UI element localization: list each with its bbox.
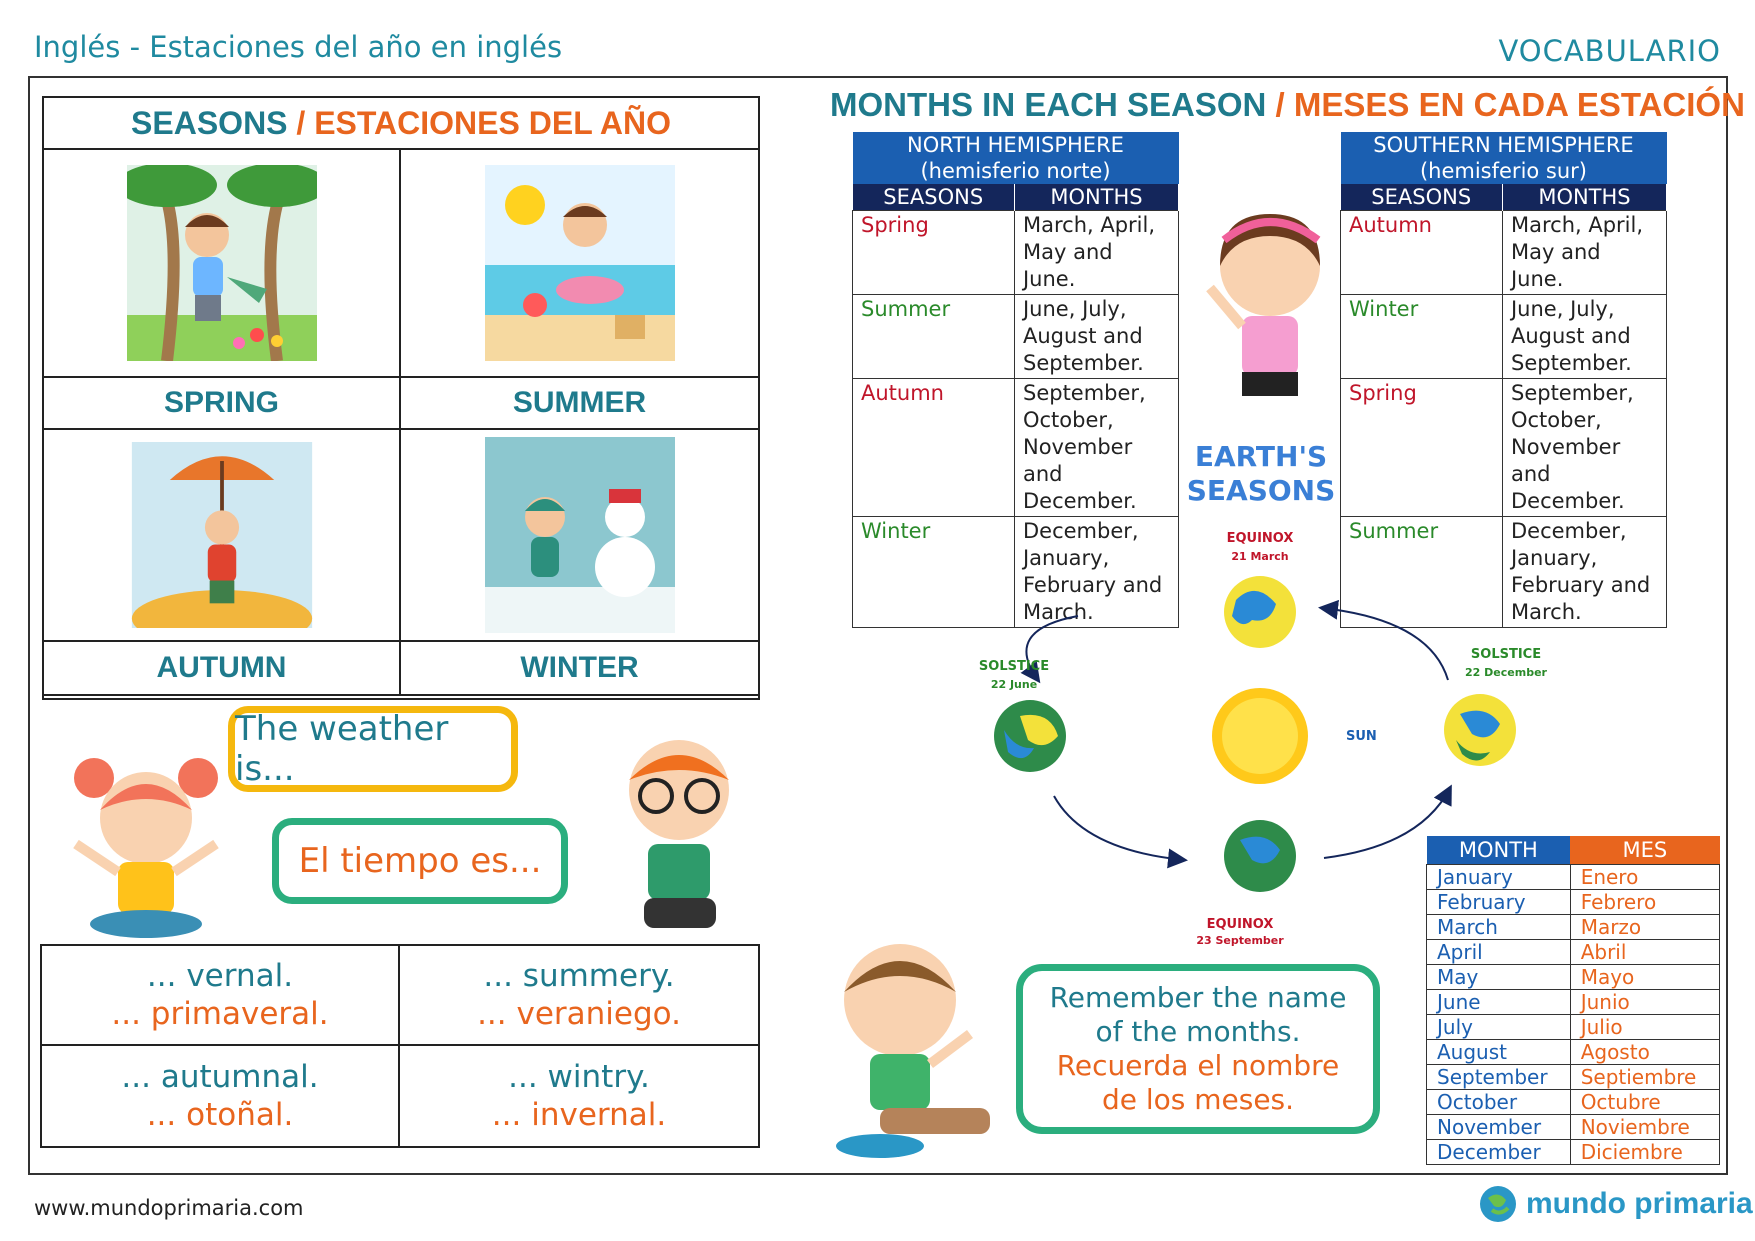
months-title-en: MONTHS IN EACH SEASON <box>830 86 1267 123</box>
season-label-summer: SUMMER <box>512 386 647 419</box>
table-row <box>1427 1040 1720 1065</box>
reminder-bubble <box>1016 964 1380 1134</box>
table-row: Winter June, July, August and September. <box>1341 295 1667 379</box>
month-en: April <box>1427 940 1571 965</box>
months-section-title <box>830 86 1745 124</box>
month-en: November <box>1427 1115 1571 1140</box>
adjective-cell-spring <box>42 946 400 1046</box>
table-row <box>1427 1015 1720 1040</box>
adjective-en: ... vernal. <box>146 958 294 994</box>
winter-label-cell <box>401 642 758 696</box>
summer-label-cell <box>401 378 758 430</box>
boy-with-glasses-icon <box>594 730 764 940</box>
category-label: VOCABULARIO <box>1498 34 1721 68</box>
winter-illustration <box>401 430 758 642</box>
months-title-sep: / <box>1275 86 1285 123</box>
seasons-title-sep: / <box>296 105 306 141</box>
page-title: Inglés - Estaciones del año en inglés <box>34 30 563 64</box>
table-row: Summer December, January, February and March. <box>1341 517 1667 628</box>
table-row <box>1427 940 1720 965</box>
month-es: Mayo <box>1570 965 1719 990</box>
month-es: Julio <box>1570 1015 1719 1040</box>
table-row <box>1427 1115 1720 1140</box>
adjective-cell-summer <box>400 946 758 1046</box>
month-es: Diciembre <box>1570 1140 1719 1165</box>
footer-url: www.mundoprimaria.com <box>34 1196 304 1220</box>
reminder-es-1: Recuerda el nombre <box>1056 1049 1340 1082</box>
solstice-left-date: 22 June <box>990 678 1038 691</box>
month-en: May <box>1427 965 1571 990</box>
month-en: January <box>1427 865 1571 890</box>
girl-illustration-icon <box>56 748 236 948</box>
globe-logo-icon <box>1478 1184 1518 1224</box>
table-row: Autumn March, April, May and June. <box>1341 211 1667 295</box>
month-es: Junio <box>1570 990 1719 1015</box>
month-en: October <box>1427 1090 1571 1115</box>
south-col-months: MONTHS <box>1502 184 1666 211</box>
speech-en: The weather is... <box>235 709 449 789</box>
equinox-bottom-date: 23 September <box>1196 934 1284 947</box>
reminder-en-2: of the months. <box>1095 1015 1301 1048</box>
seasons-title-es: ESTACIONES DEL AÑO <box>314 105 671 141</box>
month-col-en: MONTH <box>1427 836 1571 865</box>
table-row: Spring March, April, May and June. <box>853 211 1179 295</box>
autumn-illustration <box>44 430 401 642</box>
speech-bubble-en <box>228 706 518 792</box>
earth-icon-bottom <box>1224 820 1296 892</box>
table-row: Spring September, October, November and December. <box>1341 379 1667 517</box>
table-row <box>1427 890 1720 915</box>
autumn-scene-icon <box>122 442 322 628</box>
equinox-top-date: 21 March <box>1231 550 1289 563</box>
month-en: July <box>1427 1015 1571 1040</box>
spring-scene-icon <box>127 165 317 361</box>
north-col-seasons: SEASONS <box>853 184 1015 211</box>
month-en: September <box>1427 1065 1571 1090</box>
autumn-label-cell <box>44 642 401 696</box>
jumping-girl-icon <box>1196 196 1342 436</box>
solstice-left-label: SOLSTICE <box>978 659 1050 674</box>
sitting-boy-icon <box>820 930 1010 1166</box>
month-es: Octubre <box>1570 1090 1719 1115</box>
month-en: March <box>1427 915 1571 940</box>
solstice-right-label: SOLSTICE <box>1470 647 1542 662</box>
table-row <box>1427 915 1720 940</box>
seasons-grid <box>42 96 760 700</box>
adjective-en: ... wintry. <box>508 1059 650 1095</box>
table-row <box>1427 865 1720 890</box>
spring-illustration <box>44 150 401 378</box>
sun-label: SUN <box>1346 729 1377 744</box>
season-label-spring: SPRING <box>163 386 280 419</box>
adjectives-table <box>40 944 760 1148</box>
month-es: Marzo <box>1570 915 1719 940</box>
brand-name: mundo primaria <box>1526 1187 1753 1220</box>
earth-seasons-label: EARTH'S SEASONS <box>1186 440 1336 507</box>
month-en: February <box>1427 890 1571 915</box>
earth-icon-left <box>994 700 1066 772</box>
table-row <box>1427 1090 1720 1115</box>
speech-bubble-es <box>272 818 568 904</box>
table-row <box>1427 1140 1720 1165</box>
spring-label-cell <box>44 378 401 430</box>
equinox-top-label: EQUINOX <box>1226 531 1294 546</box>
north-title: NORTH HEMISPHERE (hemisferio norte) <box>853 132 1179 184</box>
table-row: Summer June, July, August and September. <box>853 295 1179 379</box>
speech-es: El tiempo es... <box>298 841 542 881</box>
south-title: SOUTHERN HEMISPHERE (hemisferio sur) <box>1341 132 1667 184</box>
month-en: December <box>1427 1140 1571 1165</box>
season-label-autumn: AUTUMN <box>156 651 287 684</box>
months-title-es: MESES EN CADA ESTACIÓN <box>1293 86 1745 123</box>
table-row: Autumn September, October, November and December. <box>853 379 1179 517</box>
adjective-cell-autumn <box>42 1046 400 1146</box>
adjective-es: ... veraniego. <box>477 996 681 1032</box>
month-en: August <box>1427 1040 1571 1065</box>
adjective-cell-winter <box>400 1046 758 1146</box>
table-row <box>1427 965 1720 990</box>
earth-icon-right <box>1444 694 1516 766</box>
adjective-es: ... primaveral. <box>111 996 329 1032</box>
brand-logo <box>1478 1184 1753 1224</box>
season-label-winter: WINTER <box>520 651 639 684</box>
summer-scene-icon <box>485 165 675 361</box>
reminder-en-1: Remember the name <box>1049 981 1347 1014</box>
winter-scene-icon <box>485 437 675 633</box>
equinox-bottom-label: EQUINOX <box>1206 917 1274 932</box>
month-es: Noviembre <box>1570 1115 1719 1140</box>
seasons-title <box>44 98 758 150</box>
month-es: Febrero <box>1570 890 1719 915</box>
month-col-es: MES <box>1570 836 1719 865</box>
adjective-en: ... summery. <box>483 958 675 994</box>
reminder-es-2: de los meses. <box>1101 1083 1295 1116</box>
table-row <box>1427 990 1720 1015</box>
solstice-right-date: 22 December <box>1465 666 1547 679</box>
month-es: Septiembre <box>1570 1065 1719 1090</box>
month-es: Enero <box>1570 865 1719 890</box>
summer-illustration <box>401 150 758 378</box>
month-es: Agosto <box>1570 1040 1719 1065</box>
sun-icon <box>1212 688 1308 784</box>
earth-icon-top <box>1224 576 1296 648</box>
table-row <box>1427 1065 1720 1090</box>
table-row: Winter December, January, February and March. <box>853 517 1179 628</box>
adjective-en: ... autumnal. <box>121 1059 319 1095</box>
south-col-seasons: SEASONS <box>1341 184 1503 211</box>
north-col-months: MONTHS <box>1014 184 1178 211</box>
adjective-es: ... invernal. <box>491 1097 667 1133</box>
month-es: Abril <box>1570 940 1719 965</box>
adjective-es: ... otoñal. <box>146 1097 294 1133</box>
month-translation-table <box>1426 836 1720 1165</box>
seasons-title-en: SEASONS <box>131 105 288 141</box>
month-en: June <box>1427 990 1571 1015</box>
